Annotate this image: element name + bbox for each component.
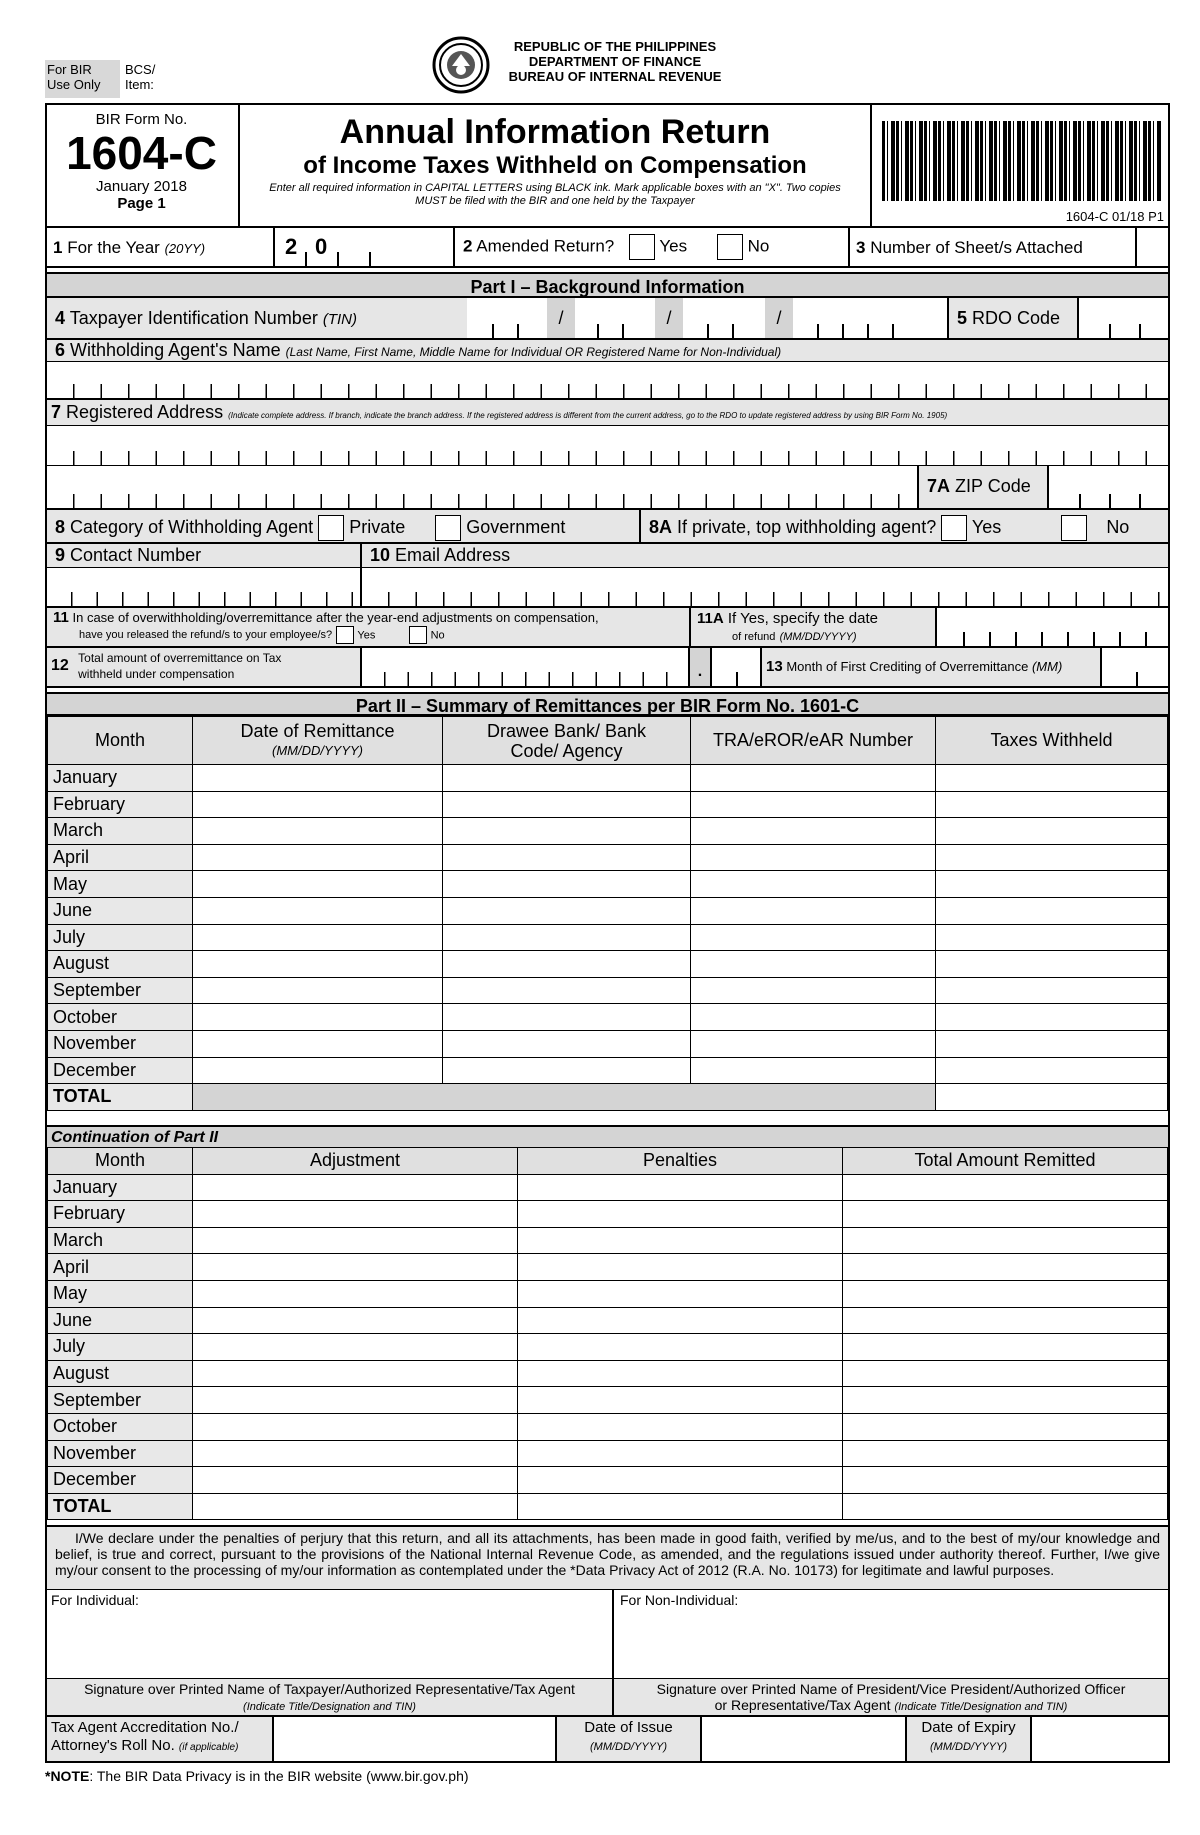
table-row — [48, 924, 1168, 951]
government-label: Government — [466, 516, 566, 537]
agent-name-label: 6 Withholding Agent's Name (Last Name, First Name, Middle Name for Individual OR Registered Name for Non-Individual) — [47, 340, 1168, 362]
individual-sign-caption: Signature over Printed Name of Taxpayer/Authorized Representative/Tax Agent (Indicate Title/Designation and TIN) — [47, 1678, 612, 1715]
table-row — [48, 1254, 1168, 1281]
date-cell[interactable] — [193, 765, 443, 792]
refund-no-checkbox[interactable] — [409, 626, 427, 644]
tra-cell[interactable] — [691, 1030, 936, 1057]
month-cell: July — [48, 924, 193, 951]
adj-cell[interactable] — [193, 1467, 518, 1494]
agent-name-input[interactable] — [47, 362, 1168, 400]
total-cell[interactable] — [843, 1467, 1168, 1494]
adj-cell[interactable] — [193, 1307, 518, 1334]
col-total-remitted: Total Amount Remitted — [843, 1148, 1168, 1175]
adj-cell[interactable] — [193, 1413, 518, 1440]
table-row — [48, 1201, 1168, 1228]
bank-cell[interactable] — [443, 1057, 691, 1084]
part2-table — [47, 716, 1168, 1111]
col-month: Month — [48, 717, 193, 765]
total-cell[interactable] — [843, 1387, 1168, 1414]
part1-title: Part I – Background Information — [47, 272, 1168, 298]
bank-cell[interactable] — [443, 844, 691, 871]
form-number-box — [45, 103, 240, 228]
month-cell: February — [48, 791, 193, 818]
pen-cell[interactable] — [518, 1201, 843, 1228]
month-cell: August — [48, 1360, 193, 1387]
date-cell[interactable] — [193, 1030, 443, 1057]
page-label: Page 1 — [117, 195, 166, 212]
form-number: 1604-C — [66, 127, 217, 179]
taxes-cell[interactable] — [936, 1004, 1168, 1031]
month-cell: October — [48, 1413, 193, 1440]
email-label: 10 Email Address — [360, 544, 518, 568]
month-cell: July — [48, 1334, 193, 1361]
item12-label: 12 Total amount of overremittance on Tax withheld under compensation — [47, 648, 360, 686]
table-row — [48, 1030, 1168, 1057]
contact-input[interactable] — [47, 568, 360, 608]
form-title: Annual Information Return — [339, 113, 771, 151]
table-row — [48, 897, 1168, 924]
table-row — [48, 1004, 1168, 1031]
refund-yes-checkbox[interactable] — [336, 626, 354, 644]
taxes-cell[interactable] — [936, 951, 1168, 978]
bank-cell[interactable] — [443, 977, 691, 1004]
table-row — [48, 871, 1168, 898]
barcode-box — [870, 103, 1170, 228]
date-cell[interactable] — [193, 871, 443, 898]
government-checkbox[interactable] — [435, 515, 461, 541]
col-date-remittance: Date of Remittance (MM/DD/YYYY) — [193, 717, 443, 765]
col-drawee-bank: Drawee Bank/ Bank Code/ Agency — [443, 717, 691, 765]
use-only-text: Use Only — [47, 77, 101, 92]
total-cell[interactable] — [843, 1280, 1168, 1307]
tin-separator-2: / — [655, 298, 683, 338]
tra-cell[interactable] — [691, 844, 936, 871]
part2-title: Part II – Summary of Remittances per BIR Form No. 1601-C — [47, 692, 1168, 716]
total-cell[interactable] — [843, 1413, 1168, 1440]
date-issue-label: Date of Issue (MM/DD/YYYY) — [555, 1717, 700, 1761]
overremittance-row — [47, 648, 1168, 688]
form-instructions: Enter all required information in CAPITAL LETTERS using BLACK ink. Mark applicable boxes with an "X". Two copies MUST be filed with the BIR and one held by the Taxpayer — [269, 182, 841, 207]
month-cell: November — [48, 1030, 193, 1057]
table-row — [48, 1174, 1168, 1201]
non-individual-sign-caption: Signature over Printed Name of President/Vice President/Authorized Officer or Representative/Tax Agent (Indicate Title/Designation and TIN) — [612, 1678, 1168, 1715]
pen-cell[interactable] — [518, 1174, 843, 1201]
table-row — [48, 1440, 1168, 1467]
individual-sign-box[interactable]: For Individual: — [51, 1592, 139, 1608]
top-agent-no-checkbox[interactable] — [1061, 515, 1087, 541]
refund-date-input[interactable] — [935, 608, 1168, 646]
date-cell[interactable] — [193, 818, 443, 845]
taxes-cell[interactable] — [936, 977, 1168, 1004]
tra-cell[interactable] — [691, 765, 936, 792]
rdo-input[interactable] — [1077, 298, 1168, 338]
tin-separator-3: / — [765, 298, 793, 338]
table-row — [48, 1227, 1168, 1254]
taxes-cell[interactable] — [936, 791, 1168, 818]
month-cell: August — [48, 951, 193, 978]
address-label: 7 Registered Address (Indicate complete address. If branch, indicate the branch address. If the registered address is different from the current address, go to the RDO to update registered address by using BIR Form No. 1905) — [47, 400, 1168, 426]
total-adj-cell[interactable] — [193, 1493, 518, 1520]
tra-cell[interactable] — [691, 1057, 936, 1084]
adj-cell[interactable] — [193, 1334, 518, 1361]
form-no-label: BIR Form No. — [95, 111, 188, 128]
pen-cell[interactable] — [518, 1254, 843, 1281]
tin-label: 4 Taxpayer Identification Number (TIN) — [47, 298, 467, 338]
taxes-cell[interactable] — [936, 818, 1168, 845]
item8-label: 8 Category of Withholding Agent Private Government — [55, 515, 565, 541]
bank-cell[interactable] — [443, 818, 691, 845]
rdo-label: 5 RDO Code — [947, 298, 1077, 338]
form-subtitle: of Income Taxes Withheld on Compensation — [303, 152, 807, 179]
date-cell[interactable] — [193, 951, 443, 978]
month-cell: October — [48, 1004, 193, 1031]
tin-separator-1: / — [547, 298, 575, 338]
col-penalties: Penalties — [518, 1148, 843, 1175]
table-row — [48, 1307, 1168, 1334]
bir-seal-icon — [432, 36, 490, 94]
zip-label: 7A ZIP Code — [917, 466, 1047, 508]
barcode-caption: 1604-C 01/18 P1 — [1065, 209, 1164, 224]
table-row — [48, 818, 1168, 845]
total-cell[interactable] — [843, 1201, 1168, 1228]
taxes-cell[interactable] — [936, 844, 1168, 871]
bir-use-only — [45, 60, 175, 98]
pen-cell[interactable] — [518, 1334, 843, 1361]
title-box — [240, 103, 870, 228]
month-cell: April — [48, 1254, 193, 1281]
bank-cell[interactable] — [443, 765, 691, 792]
total-cell[interactable] — [843, 1254, 1168, 1281]
top-agent-yes-label: Yes — [971, 516, 1002, 537]
amended-yes-label: Yes — [659, 236, 688, 256]
overremittance-input[interactable] — [360, 648, 688, 686]
total-cell[interactable] — [843, 1307, 1168, 1334]
republic-text: REPUBLIC OF THE PHILIPPINES — [513, 39, 717, 54]
top-agent-no-label: No — [1106, 516, 1130, 537]
tra-cell[interactable] — [691, 871, 936, 898]
signature-area — [47, 1590, 1168, 1715]
month-cell: January — [48, 765, 193, 792]
total-cell[interactable] — [843, 1227, 1168, 1254]
pen-cell[interactable] — [518, 1280, 843, 1307]
month-cell: December — [48, 1467, 193, 1494]
accreditation-label: Tax Agent Accreditation No./ Attorney's Roll No. (if applicable) — [47, 1717, 272, 1761]
date-cell[interactable] — [193, 1057, 443, 1084]
refund-row — [47, 608, 1168, 648]
bank-cell[interactable] — [443, 951, 691, 978]
title-row — [45, 103, 1170, 228]
tra-cell[interactable] — [691, 977, 936, 1004]
decimal-point: . — [688, 648, 710, 686]
address-input-line2[interactable] — [47, 466, 917, 508]
month-cell: June — [48, 897, 193, 924]
adj-cell[interactable] — [193, 1360, 518, 1387]
col-taxes-withheld: Taxes Withheld — [936, 717, 1168, 765]
date-cell[interactable] — [193, 844, 443, 871]
table-row — [48, 977, 1168, 1004]
table-row — [48, 1360, 1168, 1387]
date-expiry-input[interactable] — [1030, 1717, 1168, 1761]
table-row — [48, 1334, 1168, 1361]
taxes-cell[interactable] — [936, 924, 1168, 951]
month-cell: November — [48, 1440, 193, 1467]
adj-cell[interactable] — [193, 1174, 518, 1201]
amended-no-label: No — [747, 236, 770, 256]
total-remitted-cell[interactable] — [843, 1493, 1168, 1520]
private-checkbox[interactable] — [318, 515, 344, 541]
pen-cell[interactable] — [518, 1413, 843, 1440]
part2c-title: Continuation of Part II — [47, 1125, 1168, 1147]
bank-cell[interactable] — [443, 871, 691, 898]
col-adjustment: Adjustment — [193, 1148, 518, 1175]
total-label: TOTAL — [48, 1493, 193, 1520]
taxes-cell[interactable] — [936, 897, 1168, 924]
date-expiry-label: Date of Expiry (MM/DD/YYYY) — [905, 1717, 1030, 1761]
taxes-cell[interactable] — [936, 765, 1168, 792]
bcs-item — [123, 60, 157, 94]
cents-input[interactable] — [710, 648, 760, 686]
bank-cell[interactable] — [443, 791, 691, 818]
total-row — [48, 1084, 1168, 1111]
date-cell[interactable] — [193, 1004, 443, 1031]
adj-cell[interactable] — [193, 1280, 518, 1307]
pen-cell[interactable] — [518, 1467, 843, 1494]
month-cell: March — [48, 1227, 193, 1254]
refund-no-label: No — [430, 629, 445, 642]
item-text: Item: — [125, 77, 154, 92]
table-row — [48, 765, 1168, 792]
top-agent-yes-checkbox[interactable] — [941, 515, 967, 541]
part2c-table — [47, 1147, 1168, 1520]
table-row — [48, 791, 1168, 818]
month-credit-input[interactable] — [1100, 648, 1168, 686]
total-cell[interactable] — [843, 1440, 1168, 1467]
item3-sheets: 3 Number of Sheet/s Attached — [848, 228, 1170, 266]
amended-yes-checkbox[interactable] — [629, 234, 655, 260]
pen-cell[interactable] — [518, 1307, 843, 1334]
table-row — [48, 1280, 1168, 1307]
refund-yes-label: Yes — [357, 629, 376, 642]
adj-cell[interactable] — [193, 1227, 518, 1254]
year-field[interactable]: 2 0 — [273, 228, 453, 266]
table-row — [48, 1387, 1168, 1414]
tra-cell[interactable] — [691, 791, 936, 818]
adj-cell[interactable] — [193, 1440, 518, 1467]
adj-cell[interactable] — [193, 1254, 518, 1281]
non-individual-sign-box[interactable]: For Non-Individual: — [612, 1590, 1168, 1678]
total-pen-cell[interactable] — [518, 1493, 843, 1520]
tin-input[interactable] — [467, 298, 947, 338]
barcode-icon — [882, 121, 1162, 201]
form-date: January 2018 — [96, 178, 187, 195]
tra-cell[interactable] — [691, 924, 936, 951]
department-text: DEPARTMENT OF FINANCE — [528, 54, 702, 69]
month-cell: December — [48, 1057, 193, 1084]
item13-label: 13 Month of First Crediting of Overremittance (MM) — [760, 648, 1100, 686]
accreditation-row — [47, 1715, 1168, 1761]
tra-cell[interactable] — [691, 1004, 936, 1031]
item2-amended: 2 Amended Return? Yes No — [453, 228, 848, 266]
tra-cell[interactable] — [691, 951, 936, 978]
bureau-text: BUREAU OF INTERNAL REVENUE — [508, 69, 722, 84]
date-cell[interactable] — [193, 924, 443, 951]
address-input-line1[interactable] — [47, 426, 1168, 466]
zip-input[interactable] — [1047, 466, 1168, 508]
item11-label: 11 In case of overwithholding/overremittance after the year-end adjustments on compensation, have you released the refund/s to your employee/s? Yes No — [53, 610, 599, 644]
date-issue-input[interactable] — [700, 1717, 905, 1761]
bank-cell[interactable] — [443, 897, 691, 924]
amended-no-checkbox[interactable] — [717, 234, 743, 260]
item8a-label: 8A If private, top withholding agent? Yes No — [639, 510, 1137, 542]
month-cell: September — [48, 977, 193, 1004]
adj-cell[interactable] — [193, 1201, 518, 1228]
category-row — [47, 508, 1168, 544]
date-cell[interactable] — [193, 791, 443, 818]
sheets-field[interactable] — [1135, 228, 1170, 266]
for-bir-text: For BIR — [47, 62, 92, 77]
bank-cell[interactable] — [443, 924, 691, 951]
total-label: TOTAL — [48, 1084, 193, 1111]
month-cell: March — [48, 818, 193, 845]
bir-use-only-label — [45, 60, 120, 98]
taxes-cell[interactable] — [936, 1057, 1168, 1084]
table-row — [48, 951, 1168, 978]
total-cell[interactable] — [843, 1360, 1168, 1387]
total-row — [48, 1493, 1168, 1520]
month-cell: April — [48, 844, 193, 871]
email-input[interactable] — [360, 568, 1168, 608]
row-items-1-3 — [45, 228, 1170, 268]
agency-header — [485, 39, 745, 84]
privacy-note: *NOTE: The BIR Data Privacy is in the BIR website (www.bir.gov.ph) — [45, 1768, 469, 1784]
accreditation-input[interactable] — [272, 1717, 555, 1761]
bcs-text: BCS/ — [125, 62, 156, 77]
col-month-c: Month — [48, 1148, 193, 1175]
pen-cell[interactable] — [518, 1387, 843, 1414]
adj-cell[interactable] — [193, 1387, 518, 1414]
item11a-label: 11A If Yes, specify the date of refund (MM/DD/YYYY) — [689, 608, 935, 646]
month-cell: January — [48, 1174, 193, 1201]
pen-cell[interactable] — [518, 1440, 843, 1467]
total-cell[interactable] — [843, 1334, 1168, 1361]
item1-label: 1 For the Year (20YY) — [53, 238, 206, 257]
bank-cell[interactable] — [443, 1030, 691, 1057]
month-cell: September — [48, 1387, 193, 1414]
pen-cell[interactable] — [518, 1360, 843, 1387]
total-cell[interactable] — [843, 1174, 1168, 1201]
contact-label: 9 Contact Number — [55, 545, 202, 565]
taxes-cell[interactable] — [936, 1030, 1168, 1057]
col-tra-number: TRA/eROR/eAR Number — [691, 717, 936, 765]
tra-cell[interactable] — [691, 818, 936, 845]
bank-cell[interactable] — [443, 1004, 691, 1031]
date-cell[interactable] — [193, 977, 443, 1004]
table-row — [48, 1413, 1168, 1440]
tin-row — [47, 298, 1168, 340]
month-cell: February — [48, 1201, 193, 1228]
total-taxes-cell[interactable] — [936, 1084, 1168, 1111]
declaration-text: I/We declare under the penalties of perjury that this return, and all its attachments, has been made in good faith, verified by me/us, and to the best of my/our knowledge and belief, is true and correct, pursuant to the provisions of the National Internal Revenue Code, as amended, and the regulations issued under authority thereof. Further, I/we give my/our consent to the processing of my/our information as contemplated under the *Data Privacy Act of 2012 (R.A. No. 10173) for legitimate and lawful purposes. — [47, 1525, 1168, 1590]
table-row — [48, 844, 1168, 871]
contact-label-row — [47, 544, 1168, 568]
month-cell: May — [48, 871, 193, 898]
date-cell[interactable] — [193, 897, 443, 924]
taxes-cell[interactable] — [936, 871, 1168, 898]
table-row — [48, 1057, 1168, 1084]
private-label: Private — [349, 516, 406, 537]
table-row — [48, 1467, 1168, 1494]
tra-cell[interactable] — [691, 897, 936, 924]
month-cell: June — [48, 1307, 193, 1334]
pen-cell[interactable] — [518, 1227, 843, 1254]
month-cell: May — [48, 1280, 193, 1307]
